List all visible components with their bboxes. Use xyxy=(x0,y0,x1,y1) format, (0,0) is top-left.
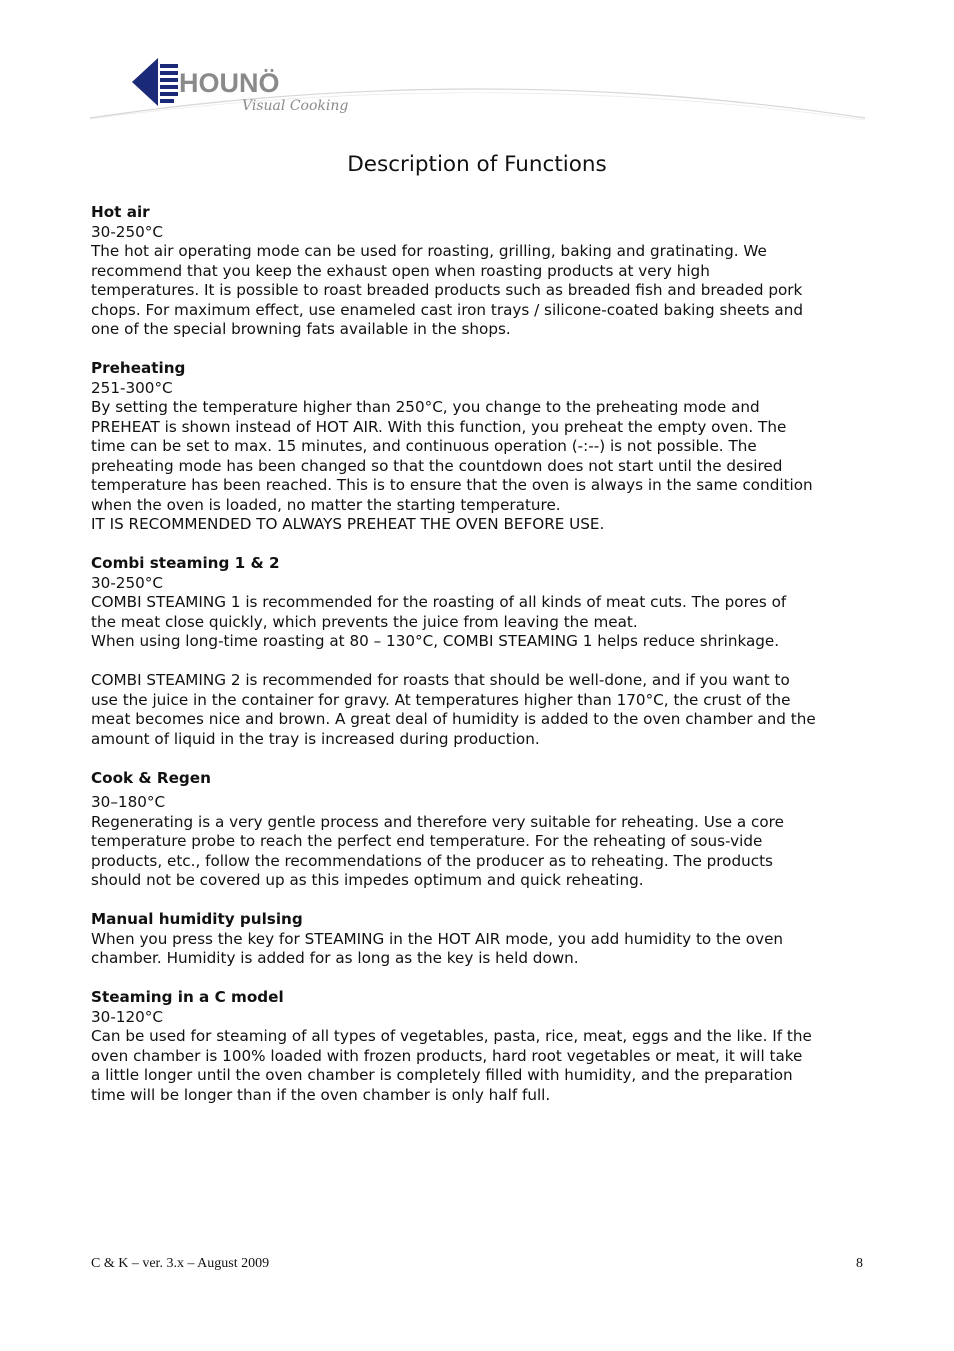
section-line: preheating mode has been changed so that the countdown does not start until the desired xyxy=(91,456,783,475)
section-line: amount of liquid in the tray is increased during production. xyxy=(91,729,540,748)
section-line: temperature has been reached. This is to ensure that the oven is always in the same condition xyxy=(91,476,813,494)
logo-mark-icon xyxy=(132,58,178,106)
section-line: 30-250°C xyxy=(91,222,163,241)
section-line: temperatures. It is possible to roast breaded products such as breaded fish and breaded pork xyxy=(91,281,803,299)
section-line: oven chamber is 100% loaded with frozen products, hard root vegetables or meat, it will take xyxy=(91,1046,803,1065)
page-number: 8 xyxy=(856,1256,863,1271)
section-line: use the juice in the container for gravy. At temperatures higher than 170°C, the crust of the xyxy=(91,690,791,709)
section-line: 30–180°C xyxy=(91,793,166,811)
section-line: time will be longer than if the oven chamber is only half full. xyxy=(91,1085,551,1104)
section-line: chops. For maximum effect, use enameled cast iron trays / silicone-coated baking sheets and xyxy=(91,300,803,319)
section-line: 251-300°C xyxy=(91,378,173,397)
document-body xyxy=(91,203,866,1105)
section-line: By setting the temperature higher than 250°C, you change to the preheating mode and xyxy=(91,398,760,416)
section-line: When you press the key for STEAMING in the HOT AIR mode, you add humidity to the oven xyxy=(91,929,784,948)
section-combi-steaming xyxy=(91,554,866,749)
page-header xyxy=(0,0,954,130)
section-preheating xyxy=(91,359,866,535)
section-manual-humidity xyxy=(91,910,866,969)
section-heading: Preheating xyxy=(91,359,186,377)
section-line: temperature probe to reach the perfect end temperature. For the reheating of sous-vide xyxy=(91,832,763,850)
section-heading: Hot air xyxy=(91,203,150,221)
logo-name: HOUNÖ xyxy=(179,68,280,98)
section-heading: Combi steaming 1 & 2 xyxy=(91,554,280,572)
section-line: products, etc., follow the recommendations of the producer as to reheating. The products xyxy=(91,851,773,870)
section-line: one of the special browning fats available in the shops. xyxy=(91,320,511,338)
footer-version: C & K – ver. 3.x – August 2009 xyxy=(91,1256,270,1271)
section-heading: Cook & Regen xyxy=(91,768,211,787)
section-line: COMBI STEAMING 1 is recommended for the roasting of all kinds of meat cuts. The pores of xyxy=(91,593,787,611)
section-heading: Manual humidity pulsing xyxy=(91,910,303,928)
section-line: 30-250°C xyxy=(91,573,163,592)
section-line: Regenerating is a very gentle process and therefore very suitable for reheating. Use a core xyxy=(91,812,784,831)
section-line: The hot air operating mode can be used for roasting, grilling, baking and gratinating. We xyxy=(91,242,767,260)
section-cook-regen xyxy=(91,769,866,891)
section-line: 30-120°C xyxy=(91,1007,163,1026)
section-line: When using long-time roasting at 80 – 130°C, COMBI STEAMING 1 helps reduce shrinkage. xyxy=(91,632,780,650)
section-line: time can be set to max. 15 minutes, and continuous operation (-:--) is not possible. The xyxy=(91,437,757,455)
section-line: COMBI STEAMING 2 is recommended for roasts that should be well-done, and if you want to xyxy=(91,671,790,689)
section-line: when the oven is loaded, no matter the starting temperature. xyxy=(91,495,561,514)
section-line: meat becomes nice and brown. A great deal of humidity is added to the oven chamber and the xyxy=(91,710,816,728)
section-line: should not be covered up as this impedes optimum and quick reheating. xyxy=(91,871,644,889)
section-line: Can be used for steaming of all types of vegetables, pasta, rice, meat, eggs and the like. If the xyxy=(91,1027,812,1045)
section-line: IT IS RECOMMENDED TO ALWAYS PREHEAT THE OVEN BEFORE USE. xyxy=(91,515,605,533)
section-line: the meat close quickly, which prevents the juice from leaving the meat. xyxy=(91,612,638,631)
section-line: recommend that you keep the exhaust open when roasting products at very high xyxy=(91,261,710,280)
section-heading: Steaming in a C model xyxy=(91,988,284,1006)
houno-logo xyxy=(0,0,954,130)
page-title: Description of Functions xyxy=(347,152,607,177)
section-hot-air xyxy=(91,203,866,340)
section-line: chamber. Humidity is added for as long as the key is held down. xyxy=(91,949,579,967)
logo-tagline: Visual Cooking xyxy=(242,98,349,114)
section-line: PREHEAT is shown instead of HOT AIR. With this function, you preheat the empty oven. The xyxy=(91,417,787,436)
section-steaming-c-model xyxy=(91,988,866,1105)
section-line: a little longer until the oven chamber is completely filled with humidity, and the preparation xyxy=(91,1066,793,1084)
